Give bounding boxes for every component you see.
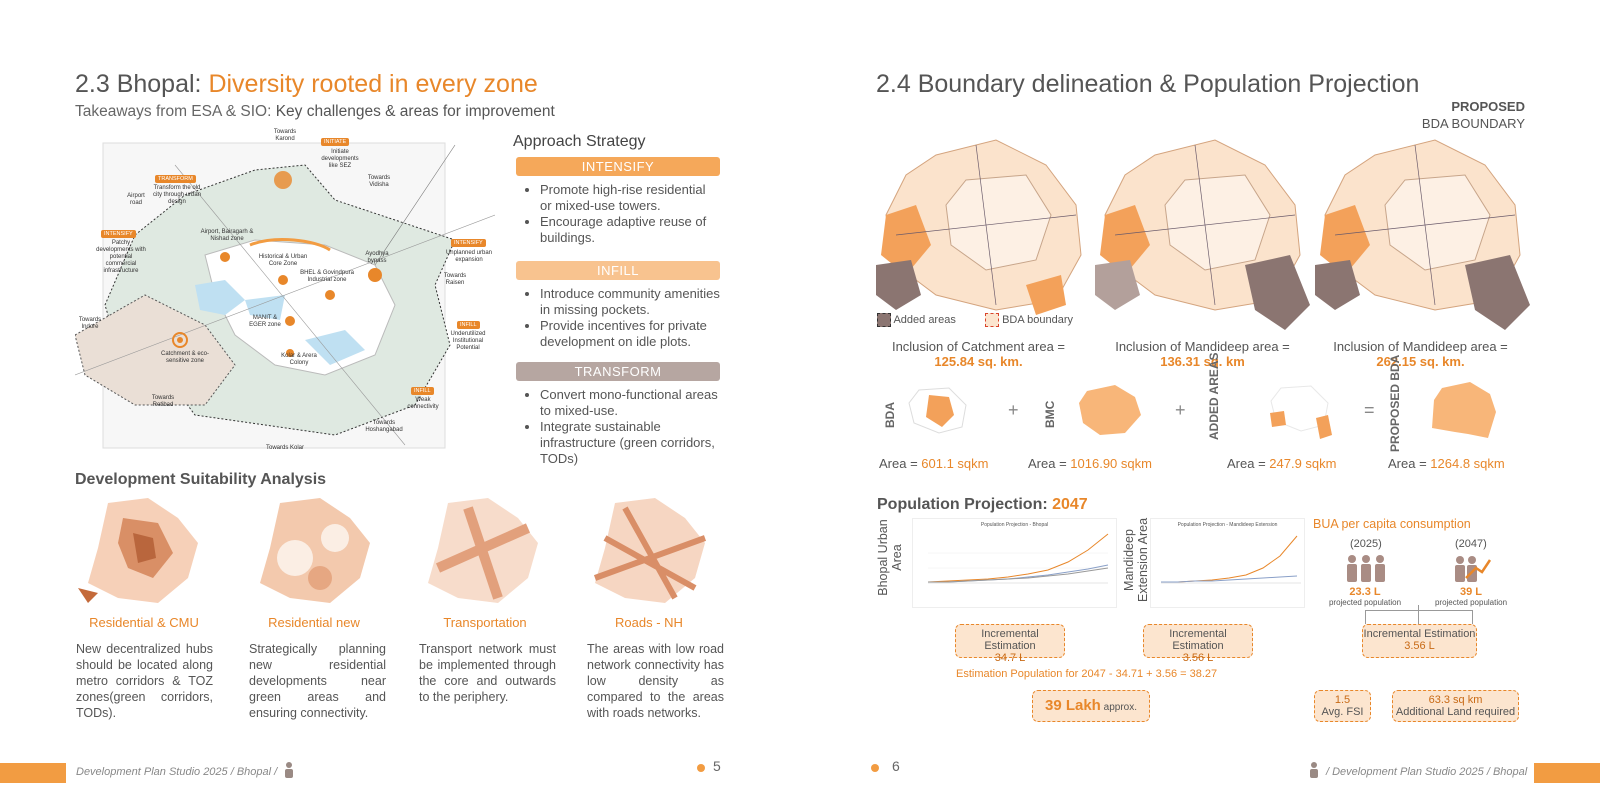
legend-added-swatch (877, 313, 891, 327)
bua-value-2047: 39 L (1459, 586, 1482, 598)
dsa-text-roads-nh: The areas with low road network connectivity has low density as compared to the areas with roads networks. (587, 642, 724, 720)
left-footer-strip (0, 763, 66, 783)
boundary-map-graphic (1095, 135, 1310, 335)
inclusion-label: Inclusion of Catchment area = (891, 339, 1066, 354)
label-towards-indore: Towards Indore (78, 317, 102, 330)
people-icon (280, 761, 298, 779)
eq-added-map (1266, 383, 1336, 443)
boundary-map-graphic (876, 135, 1086, 330)
suitability-map-transportation (418, 498, 548, 608)
people-icon-graphic (1305, 761, 1323, 779)
incremental-box-mandideep (1143, 624, 1253, 664)
area-bmc (1028, 456, 1152, 471)
pop-heading-prefix: Population Projection: (877, 496, 1053, 513)
approach-group-intensify (516, 157, 720, 246)
eq-plus-1: + (1008, 400, 1019, 420)
incremental-box-bhopal (955, 624, 1065, 664)
area-proposed (1388, 456, 1505, 471)
note-intensify-west: Patchy developments with potential commercial infrastructure (96, 240, 146, 274)
dsa-title-roads-nh: Roads - NH (615, 615, 683, 630)
eq-added-label: ADDED AREAS (1207, 352, 1221, 440)
inc-label: Incremental Estimation (981, 628, 1039, 652)
heatmap-graphic (418, 498, 548, 608)
heatmap-graphic (78, 498, 208, 608)
area-value: 247.9 sqkm (1269, 456, 1337, 471)
inclusion-value: 125.84 sq. km. (934, 354, 1023, 369)
eq-proposed-map (1430, 380, 1500, 442)
label-manit: MANIT & EGER zone (249, 315, 281, 328)
bullet-item: • Convert mono-functional areas to mixed-use. (540, 387, 720, 419)
people-group-graphic (1344, 554, 1388, 584)
dsa-text-residential-cmu: New decentralized hubs should be located along metro corridors & TOZ zones(green corridors, TODs). (76, 642, 213, 720)
suitability-map-residential-new (250, 498, 380, 608)
land-box (1392, 690, 1519, 722)
people-icon-graphic (280, 761, 298, 779)
left-page-title (75, 70, 538, 99)
eq-equals: = (1364, 400, 1375, 420)
label-towards-karond: Towards Karond (273, 129, 297, 142)
bua-year-2025: (2025) (1350, 538, 1382, 550)
right-page-number: 6 (892, 758, 900, 774)
dsa-text-transportation: Transport network must be implemented through the core and outwards to the periphery. (419, 642, 556, 704)
dsa-title-transportation: Transportation (443, 615, 527, 630)
label-towards-vidisha: Towards Vidisha (367, 175, 391, 188)
title-prefix: 2.3 Bhopal: (75, 70, 209, 98)
eq-map-graphic (1430, 380, 1500, 442)
page-dot (697, 764, 705, 772)
area-value: 1264.8 sqkm (1430, 456, 1505, 471)
label-airport-road: Airport road (127, 193, 145, 206)
right-footer-strip (1534, 763, 1600, 783)
inclusion-mandideep (1100, 339, 1305, 369)
bua-heading: BUA per capita consumption (1313, 517, 1471, 531)
subtitle-strong: Key challenges & areas for improvement (275, 103, 555, 120)
chart2-graphic (1151, 528, 1306, 603)
inc-value: 3.56 L (1182, 652, 1214, 664)
label-kolar: Kolar & Arera Colony (281, 353, 317, 366)
eq-bda-map (904, 385, 974, 435)
eq-bmc-map (1075, 383, 1145, 438)
area-prefix: Area = (879, 456, 922, 471)
label-ayodhya: Ayodhya bypass (365, 251, 389, 264)
approach-group-infill (516, 261, 720, 350)
area-value: 1016.90 sqkm (1070, 456, 1152, 471)
estimation-line: Estimation Population for 2047 - 34.71 + 3.56 = 38.27 (956, 668, 1218, 680)
lakh-value: 39 Lakh (1044, 697, 1101, 714)
chart-bhopal (912, 518, 1117, 608)
people-icon (1305, 761, 1323, 779)
label-catchment: Catchment & eco-sensitive zone (160, 351, 210, 364)
label-airport-bairagarh: Airport, Bairagarh & Nishad zone (200, 229, 254, 242)
note-intensify-east: Unplanned urban expansion (445, 250, 493, 263)
chart1-title: Population Projection - Bhopal (980, 522, 1049, 528)
eq-bmc-label: BMC (1043, 400, 1057, 428)
dsa-title-residential-new: Residential new (268, 615, 360, 630)
approach-group-transform (516, 362, 720, 467)
page-dot (871, 764, 879, 772)
chart1-graphic (913, 528, 1118, 603)
fsi-box (1314, 690, 1371, 722)
projected-label-2047: projected population (1434, 598, 1508, 607)
dsa-text-residential-new: Strategically planning new residential developments near green areas and ensuring connectivity. (249, 642, 386, 720)
people-growth-2047-icon (1452, 554, 1492, 584)
pop-heading-year: 2047 (1052, 496, 1088, 513)
label-towards-kolar: Towards Kolar (265, 445, 304, 451)
fsi-value: 1.5 (1334, 694, 1351, 706)
tag-intensify-west: INTENSIFY (101, 230, 136, 238)
tag-intensify-east: INTENSIFY (451, 239, 486, 247)
right-page-title: 2.4 Boundary delineation & Population Projection (876, 70, 1420, 98)
inclusion-value: 262.15 sq. km. (1376, 354, 1465, 369)
transform-bullets (516, 387, 720, 467)
right-footer-text: / Development Plan Studio 2025 / Bhopal (1326, 766, 1528, 778)
left-page-number: 5 (713, 758, 721, 774)
eq-map-graphic (1075, 383, 1145, 438)
note-initiate: Initiate developments like SEZ (321, 149, 359, 169)
proposed-label: PROPOSED (1451, 99, 1525, 114)
chart2-title: Population Projection - Mandideep Extension (1177, 522, 1278, 528)
area-prefix: Area = (1388, 456, 1431, 471)
legend-added (877, 313, 956, 327)
inclusion-proposed (1318, 339, 1523, 369)
eq-plus-2: + (1175, 400, 1186, 420)
tag-initiate: INITIATE (321, 138, 349, 146)
note-infill-south: Weak connectivity (407, 397, 439, 410)
bullet-item: • Integrate sustainable infrastructure (green corridors, TODs) (540, 419, 720, 467)
legend-boundary (985, 313, 1073, 327)
bda-boundary-label: BDA BOUNDARY (1421, 116, 1525, 131)
suitability-map-roads-nh (585, 498, 715, 608)
legend-added-label: Added areas (893, 313, 956, 326)
title-accent: Diversity rooted in every zone (208, 70, 538, 98)
bullet-item: • Introduce community amenities in missing pockets. (540, 286, 720, 318)
area-added (1227, 456, 1336, 471)
dsa-title-residential-cmu: Residential & CMU (89, 615, 199, 630)
eq-map-graphic (1266, 383, 1336, 443)
boundary-map-proposed (1315, 135, 1530, 335)
boundary-map-graphic (1315, 135, 1530, 335)
bullet-item: • Encourage adaptive reuse of buildings. (540, 214, 720, 246)
projected-label-2025: projected population (1328, 598, 1402, 607)
boundary-map-catchment (876, 135, 1086, 330)
area-prefix: Area = (1028, 456, 1071, 471)
label-towards-raisen: Towards Raisen (443, 273, 467, 286)
inc-label: Incremental Estimation (1169, 628, 1227, 652)
intensify-bullets (516, 182, 720, 246)
pop-heading (877, 496, 1088, 514)
bullet-item: • Promote high-rise residential or mixed-use towers. (540, 182, 720, 214)
fsi-label: Avg. FSI (1321, 706, 1364, 718)
left-subtitle (75, 103, 555, 121)
chart2-side-label: Mandideep Extension Area (1122, 517, 1150, 603)
lakh-estimate-box (1032, 690, 1150, 722)
suitability-map-residential-cmu (78, 498, 208, 608)
inc-value: 34.7 L (994, 652, 1026, 664)
infill-bullets (516, 286, 720, 350)
inclusion-label: Inclusion of Mandideep area = (1115, 339, 1290, 354)
note-transform: Transform the old city through urban design (152, 185, 202, 205)
inc-label: Incremental Estimation (1363, 628, 1476, 640)
eq-bda-label: BDA (883, 402, 897, 428)
legend-boundary-swatch (985, 313, 999, 327)
inclusion-label: Inclusion of Mandideep area = (1333, 339, 1508, 354)
people-group-2025-icon (1344, 554, 1388, 584)
boundary-map-mandideep (1095, 135, 1310, 335)
bua-value-2025: 23.3 L (1349, 586, 1381, 598)
label-towards-retibad: Towards Retibad (151, 395, 175, 408)
chart1-side-label: Bhopal Urban Area (876, 519, 904, 596)
area-prefix: Area = (1227, 456, 1270, 471)
approach-heading: Approach Strategy (513, 133, 646, 150)
bua-bracket-stem (1418, 605, 1419, 624)
tag-infill-south: INFILL (411, 387, 434, 395)
left-footer-text: Development Plan Studio 2025 / Bhopal / (76, 766, 278, 778)
transform-bar: TRANSFORM (516, 362, 720, 381)
subtitle-prefix: Takeaways from ESA & SIO: (75, 103, 276, 120)
inc-value: 3.56 L (1404, 640, 1435, 652)
dsa-heading: Development Suitability Analysis (75, 471, 327, 488)
area-bda (879, 456, 988, 471)
infill-bar: INFILL (516, 261, 720, 280)
eq-proposed-label: PROPOSED BDA (1388, 354, 1402, 452)
bua-bracket (1365, 610, 1473, 624)
chart-mandideep (1150, 518, 1305, 608)
bua-year-2047: (2047) (1455, 538, 1487, 550)
people-growth-graphic (1452, 554, 1492, 584)
eq-map-graphic (904, 385, 974, 435)
land-label: Additional Land required (1395, 706, 1516, 718)
heatmap-graphic (585, 498, 715, 608)
tag-infill-east: INFILL (457, 321, 480, 329)
heatmap-graphic (250, 498, 380, 608)
land-value: 63.3 sq km (1428, 694, 1483, 706)
tag-transform: TRANSFORM (155, 175, 196, 183)
inclusion-value: 136.31 sq. km (1160, 354, 1245, 369)
legend-boundary-label: BDA boundary (1002, 313, 1073, 326)
label-bhel: BHEL & Govindpura Industrial zone (300, 270, 354, 283)
bhopal-zone-map (75, 125, 495, 455)
lakh-suffix: approx. (1100, 702, 1137, 713)
bullet-item: • Provide incentives for private development on idle plots. (540, 318, 720, 350)
area-value: 601.1 sqkm (921, 456, 989, 471)
incremental-box-bua (1362, 624, 1477, 658)
inclusion-catchment (876, 339, 1081, 369)
intensify-bar: INTENSIFY (516, 157, 720, 176)
label-towards-hoshangabad: Towards Hoshangabad (365, 420, 403, 433)
note-infill-east: Underutilized Institutional Potential (450, 331, 486, 351)
label-historical: Historical & Urban Core Zone (258, 254, 308, 267)
